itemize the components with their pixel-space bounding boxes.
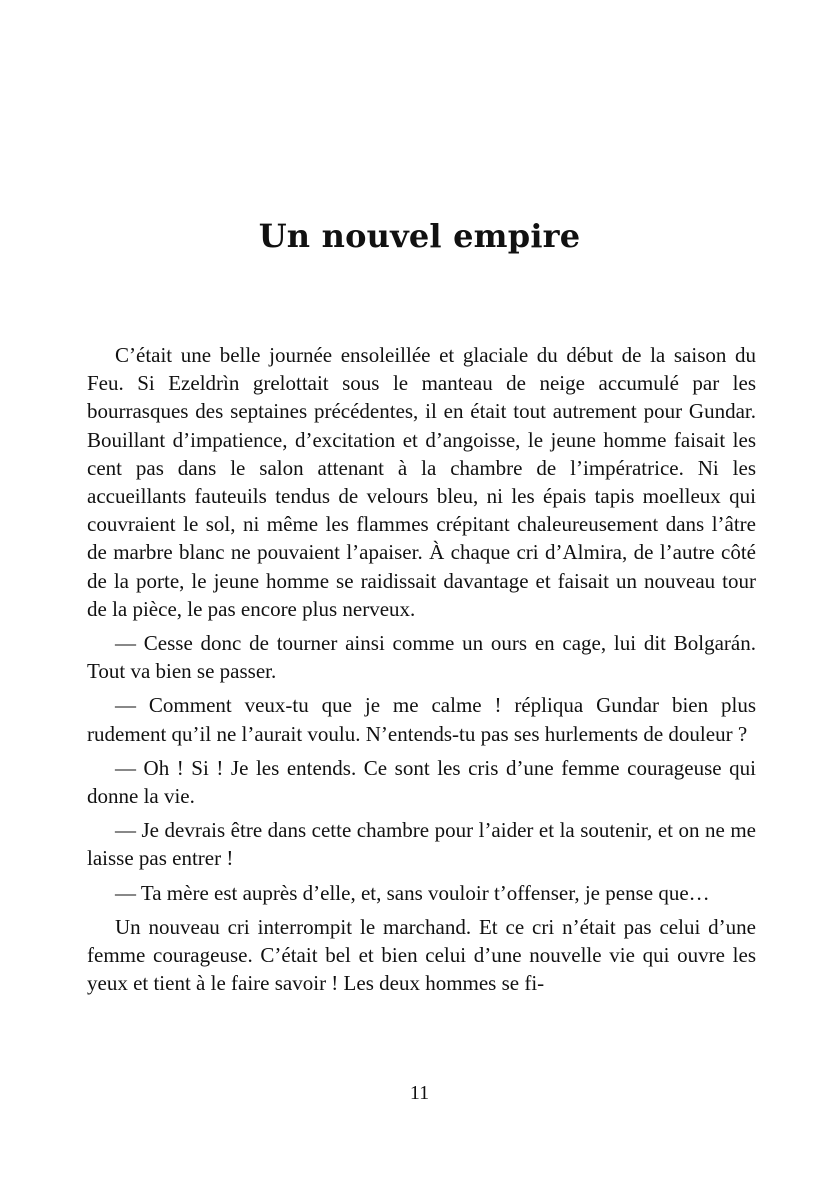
paragraph-dialogue-reply: — Oh ! Si ! Je les entends. Ce sont les cris d’une femme courageuse qui donne la vie. [87, 755, 756, 809]
paragraph-dialogue-bolgaran: — Cesse donc de tourner ainsi comme un ours en cage, lui dit Bolgarán. Tout va bien se passer. [87, 631, 756, 684]
paragraph-dialogue-gundar-2: — Je devrais être dans cette chambre pour l’aider et la soutenir, et on ne me laisse pas entrer ! [87, 818, 756, 871]
page-number: 11 [409, 1082, 430, 1104]
paragraph-closing: Un nouveau cri interrompit le marchand. Et ce cri n’était pas celui d’une femme courageuse. C’était bel et bien celui d’une nouvelle vie qui ouvre les yeux et tient à le faire savoir ! Les deux hommes se fi- [87, 914, 756, 996]
paragraph-dialogue-gundar: — Comment veux-tu que je me calme ! répliqua Gundar bien plus rudement qu’il ne l’aurait voulu. N’entends-tu pas ses hurlements de douleur ? [87, 693, 756, 746]
paragraph-opening: C’était une belle journée ensoleillée et glaciale du début de la saison du Feu. Si Ezeldrìn grelottait sous le manteau de neige accumulé par les bourrasques des septaines précédentes, il en était tout autrement pour Gundar. Bouillant d’impatience, d’excitation et d’angoisse, le jeune homme faisait les cent pas dans le salon attenant à la chambre de l’impératrice. Ni les accueillants fauteuils tendus de velours bleu, ni les épais tapis moelleux qui couvraient le sol, ni même les flammes crépitant chaleureusement dans l’âtre de marbre blanc ne pouvaient l’apaiser. À chaque cri d’Almira, de l’autre côté de la porte, le jeune homme se raidissait davantage et faisait un nouveau tour de la pièce, le pas encore plus nerveux. [87, 343, 756, 621]
paragraph-dialogue-mother: — Ta mère est auprès d’elle, et, sans vouloir t’offenser, je pense que… [115, 880, 710, 905]
chapter-body [87, 341, 756, 1003]
chapter-title: Un nouvel empire [258, 217, 581, 255]
